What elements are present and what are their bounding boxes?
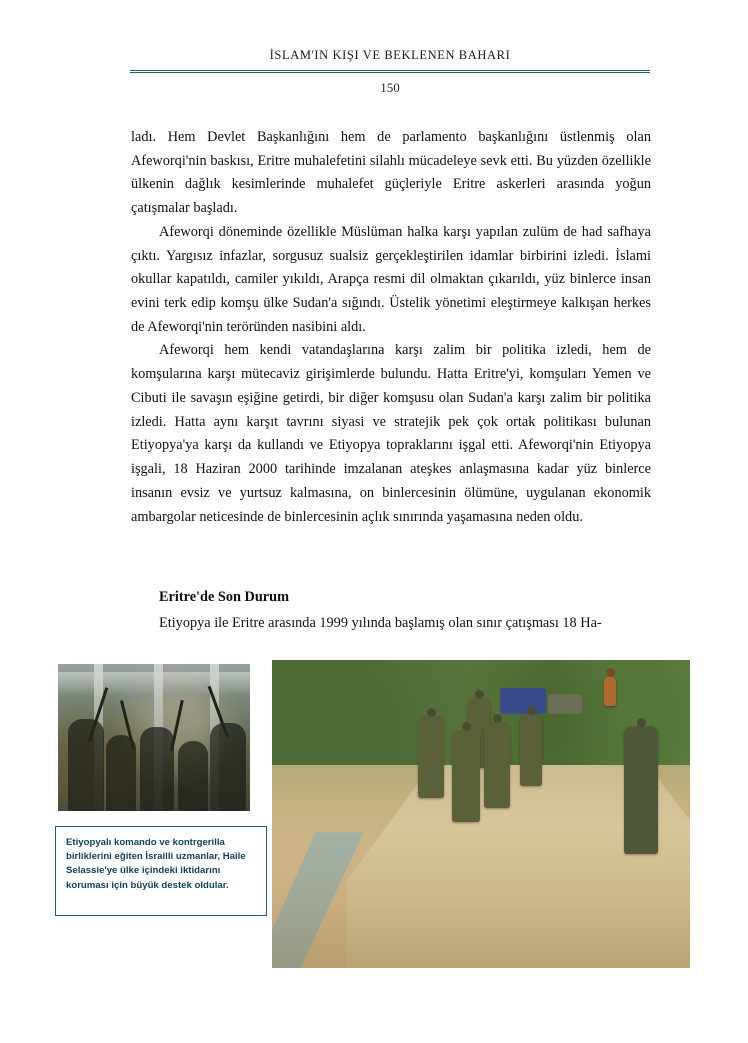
photo-soldier-4-head [493,714,502,723]
paragraph-3: Afeworqi hem kendi vatandaşlarına karşı zalim bir politika izledi, hem de komşularına karşı mütecaviz girişimlerde bulundu. Hatta Eritre'yi, komşuları Yemen ve Cibuti ile savaşın eşiğine getirdi, bir diğer komşusu olan Sudan'a karşı zalim bir politika izledi. Hatta aynı karşıt tavrını siyasi ve stratejik pek çok ortak politikası bulunan Etiyopya'ya karşı da kullandı ve Etiyopya topraklarını işgal etti. Afeworqi'nin Etiyopya işgali, 18 Haziran 2000 tarihinde imzalanan ateşkes anlaşmasına kadar yüz binlerce insanın evsiz ve yurtsuz kalmasına, on binlercesinin ölümüne, uygulanan ekonomik ambargolar neticesinde de binlercesinin açlık sınırında yaşamasına neden oldu. [131,342,651,525]
photo-soldier-5 [520,714,542,786]
photo-soldier-3-head [462,722,471,731]
paragraph-2: Afeworqi döneminde özellikle Müslüman halka karşı yapılan zulüm de had safhaya çıktı. Yargısız infazlar, sorgusuz sualsiz gerçekleştirilen idamlar birbirini izledi. İslami okullar kapatıldı, camiler yıkıldı, Arapça resmi dil olmaktan çıkarıldı, yüz binlerce insan evini terk edip komşu ülke Sudan'a sığındı. Üstelik yönetimi eleştirmeye kalkışan herkes de Afeworqi'nin teröründen nasibini aldı. [131,223,651,335]
photo-person-4 [178,741,208,811]
running-title: İSLAM'IN KIŞI VE BEKLENEN BAHARI [269,48,511,62]
body-text [131,126,651,529]
figure-caption-text: Etiyopyalı komando ve kontrgerilla birliklerini eğiten İsrailli uzmanlar, Haile Selassie'ye ülke içindeki iktidarını koruması için büyük destek oldular. [66,837,246,891]
section-paragraph: Etiyopya ile Eritre arasında 1999 yılında başlamış olan sınır çatışması 18 Ha- [159,615,602,631]
page-header [130,48,650,63]
figure-soldiers-photo [272,660,690,968]
photo-person-1 [68,719,104,811]
soldiers-photo-image [272,660,690,968]
page-number: 150 [380,80,400,95]
photo-soldier-1-head [475,690,484,699]
photo-civilian-1-head [606,668,615,677]
section-body [131,612,651,636]
photo-soldier-4 [484,722,510,808]
header-rule [130,70,650,73]
section-heading: Eritre'de Son Durum [159,589,289,605]
photo-soldier-2-head [427,708,436,717]
militia-photo-image [58,664,250,811]
photo-person-3 [140,727,174,811]
photo-vehicle-1 [500,688,546,714]
photo-soldier-3 [452,730,480,822]
photo-soldier-2 [418,716,444,798]
figure-militia-photo [58,664,250,811]
photo-soldier-6 [624,726,658,854]
paragraph-1: ladı. Hem Devlet Başkanlığını hem de parlamento başkanlığını üstlenmiş olan Afeworqi'nin baskısı, Eritre muhalefetini silahlı mücadeleye sevk etti. Bu yüzden özellikle ülkenin dağlık kesimlerinde muhalefet güçleriyle Eritre askerleri arasında yoğun çatışmalar başladı. [131,129,651,217]
photo-soldier-5-head [527,706,536,715]
photo-vehicle-2 [548,694,582,714]
figure-caption-box [55,826,267,916]
photo-civilian-1 [604,676,616,706]
photo-soldier-6-head [637,718,646,727]
